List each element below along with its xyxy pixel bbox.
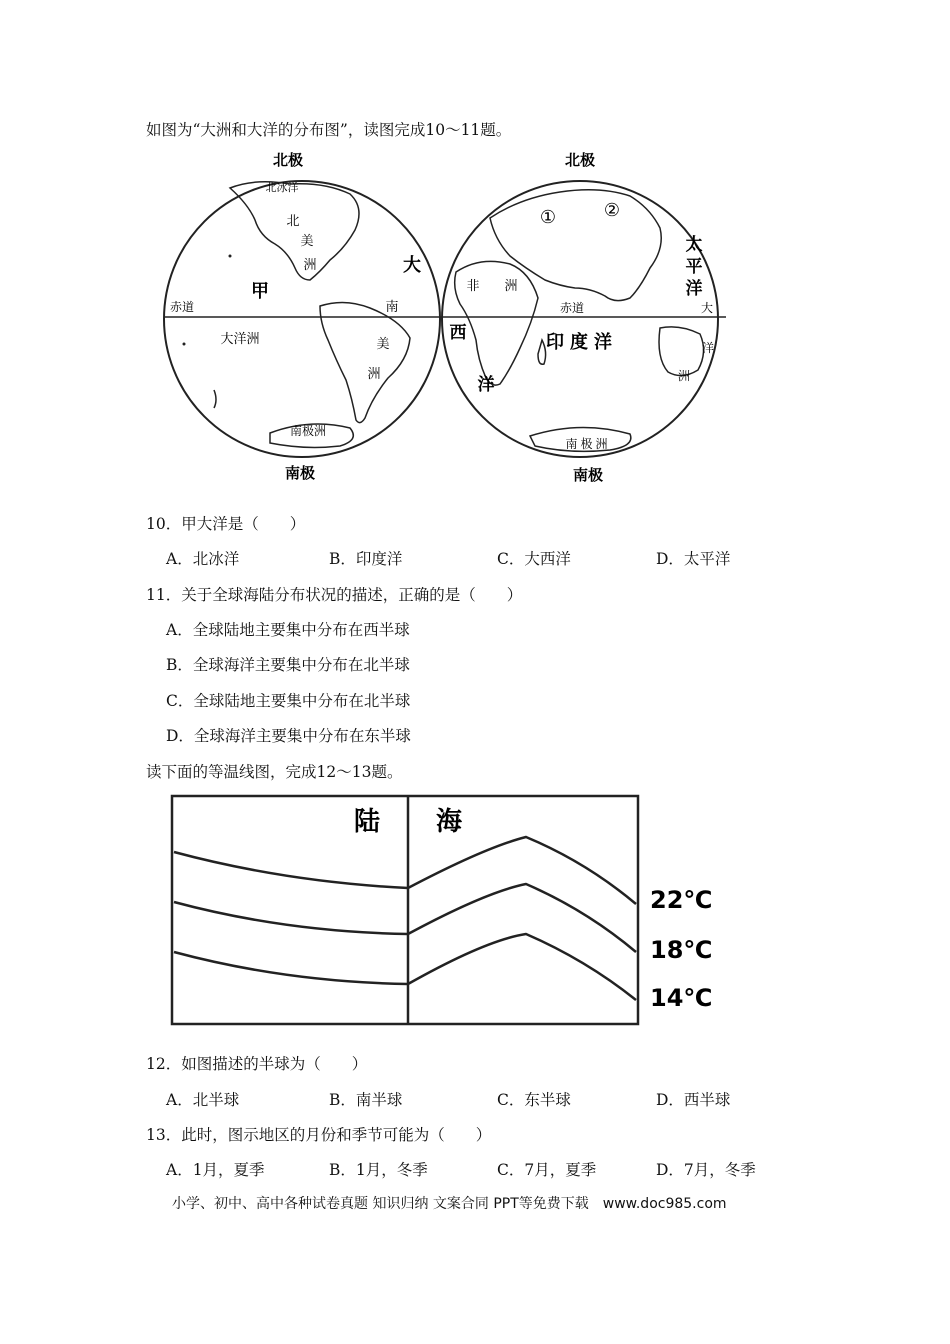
indian-ocean-label: 印度洋 xyxy=(546,332,618,353)
q13-option-d[interactable]: D．7月，冬季 xyxy=(656,1161,756,1179)
jia-ocean-label: 甲 xyxy=(251,281,269,302)
isotherm-22 xyxy=(174,837,636,904)
q13-stem: 13．此时，图示地区的月份和季节可能为（ ） xyxy=(146,1126,492,1144)
q11-option-c[interactable]: C．全球陆地主要集中分布在北半球 xyxy=(166,692,411,710)
north-pole-label-right: 北极 xyxy=(564,151,596,169)
sea-label: 海 xyxy=(436,807,463,837)
africa-char-2: 洲 xyxy=(504,279,518,294)
pacific-char-3: 洋 xyxy=(685,279,703,299)
africa-char-1: 非 xyxy=(466,279,480,294)
isotherm-svg xyxy=(166,792,732,1030)
q10-option-c[interactable]: C．大西洋 xyxy=(497,550,571,568)
q10-option-d[interactable]: D．太平洋 xyxy=(656,550,731,568)
pacific-char-2: 平 xyxy=(685,257,703,277)
antarctica-label-right: 南极洲 xyxy=(565,437,611,451)
antarctica-label-left: 南极洲 xyxy=(289,424,327,438)
q13-option-b[interactable]: B．1月，冬季 xyxy=(329,1161,428,1179)
page-footer: 小学、初中、高中各种试卷真题 知识归纳 文案合同 PPT等免费下载 www.doc985.com xyxy=(172,1196,727,1212)
label-14c: 14℃ xyxy=(650,984,713,1012)
land-label: 陆 xyxy=(354,807,381,837)
xi-label: 西 xyxy=(449,323,467,343)
q11-option-a[interactable]: A．全球陆地主要集中分布在西半球 xyxy=(166,621,410,639)
map-svg xyxy=(160,148,730,490)
equator-label-left: 赤道 xyxy=(170,300,195,314)
isotherm-frame xyxy=(172,796,638,1024)
region-1-label: ① xyxy=(539,207,557,228)
madagascar-shape xyxy=(538,340,546,364)
isotherm-diagram xyxy=(166,792,732,1030)
south-america-char-3: 洲 xyxy=(367,367,381,382)
oceania-label-left: 大洋洲 xyxy=(220,332,260,347)
q12-option-a[interactable]: A．北半球 xyxy=(166,1091,240,1109)
q10-option-b[interactable]: B．印度洋 xyxy=(329,550,403,568)
intro-10-11: 如图为“大洲和大洋的分布图”，读图完成10～11题。 xyxy=(146,121,512,139)
south-america-shape xyxy=(320,302,410,422)
da-label: 大 xyxy=(403,255,421,276)
equator-label-right: 赤道 xyxy=(559,301,585,315)
south-pole-label-left: 南极 xyxy=(284,464,316,482)
label-18c: 18℃ xyxy=(650,936,713,964)
q12-option-b[interactable]: B．南半球 xyxy=(329,1091,403,1109)
south-america-char-1: 南 xyxy=(385,300,399,315)
continents-oceans-map xyxy=(160,148,730,490)
oceania-right-char-2: 洋 xyxy=(701,341,715,355)
q13-option-c[interactable]: C．7月，夏季 xyxy=(497,1161,597,1179)
oceania-right-char-3: 洲 xyxy=(677,369,691,383)
q11-option-b[interactable]: B．全球海洋主要集中分布在北半球 xyxy=(166,656,410,674)
isotherm-14 xyxy=(174,934,636,1000)
q12-option-d[interactable]: D．西半球 xyxy=(656,1091,731,1109)
q10-stem: 10．甲大洋是（ ） xyxy=(146,515,306,533)
isotherm-18 xyxy=(174,884,636,952)
oceania-right-char-1: 大 xyxy=(700,301,714,315)
q11-stem: 11．关于全球海陆分布状况的描述，正确的是（ ） xyxy=(146,586,523,604)
pacific-char-1: 太 xyxy=(685,235,703,255)
north-america-char-1: 北 xyxy=(286,214,300,229)
q12-stem: 12．如图描述的半球为（ ） xyxy=(146,1055,368,1073)
arctic-ocean-label: 北冰洋 xyxy=(265,181,299,194)
eastern-hemisphere-circle xyxy=(442,181,718,457)
south-pole-label-right: 南极 xyxy=(572,466,604,484)
north-america-char-2: 美 xyxy=(300,234,314,249)
north-america-shape xyxy=(230,182,359,280)
western-hemisphere-circle xyxy=(164,181,440,457)
region-2-label: ② xyxy=(603,200,621,221)
intro-12-13: 读下面的等温线图，完成12～13题。 xyxy=(146,763,403,781)
q13-option-a[interactable]: A．1月，夏季 xyxy=(166,1161,265,1179)
q10-option-a[interactable]: A．北冰洋 xyxy=(166,550,240,568)
q11-option-d[interactable]: D．全球海洋主要集中分布在东半球 xyxy=(166,727,411,745)
north-pole-label-left: 北极 xyxy=(272,151,304,169)
south-america-char-2: 美 xyxy=(376,337,390,352)
north-america-char-3: 洲 xyxy=(303,258,317,273)
label-22c: 22℃ xyxy=(650,886,713,914)
yang-label: 洋 xyxy=(477,375,495,395)
q12-option-c[interactable]: C．东半球 xyxy=(497,1091,571,1109)
